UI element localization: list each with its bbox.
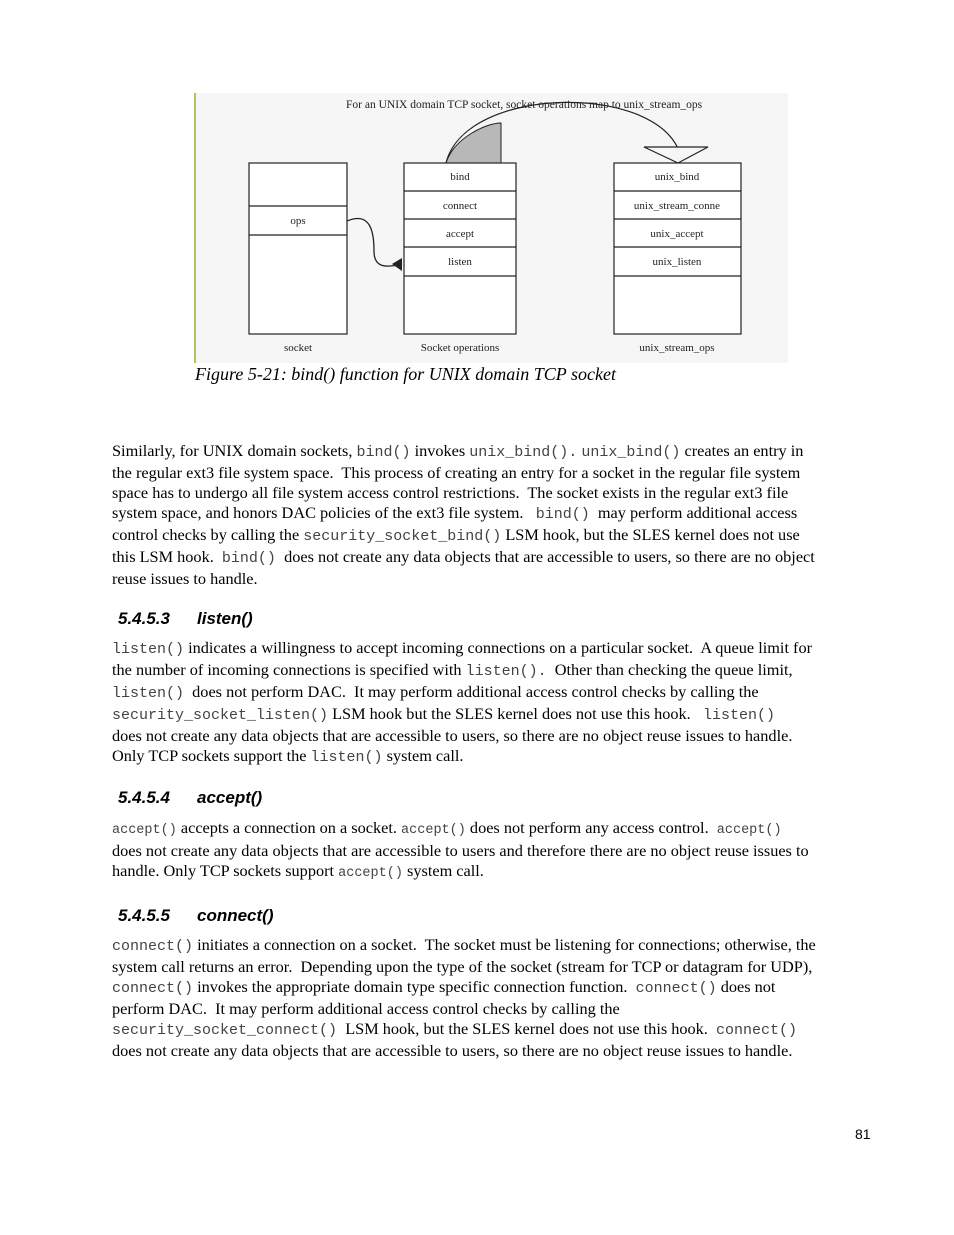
text-line: does not create any data objects that are accessible to users, so there are no object reuse issues to handle. [112,1041,793,1060]
page-number: 81 [855,1126,871,1142]
unix-op-listen: unix_listen [652,256,702,268]
unix-op-accept: unix_accept [650,228,704,240]
text-line: the number of incoming connections is specified with listen(). Other than checking the queue limit, [112,660,793,680]
text-line: listen() indicates a willingness to accept incoming connections on a particular socket. A queue limit for [112,638,813,658]
text-line: security_socket_connect() LSM hook, but the SLES kernel does not use this hook. connect() [112,1019,798,1039]
text-line: connect() initiates a connection on a socket. The socket must be listening for connections; otherwise, the [112,935,816,955]
text-line: the regular ext3 file system space. This process of creating an entry for a socket in the regular file system [112,463,801,482]
section-title: listen() [197,609,253,628]
text-line: control checks by calling the security_socket_bind() LSM hook, but the SLES kernel does not use [112,525,800,545]
unix-stream-ops-label: unix_stream_ops [639,342,715,354]
section-heading-connect [118,906,274,926]
arrow-tail-fill [446,123,501,163]
text-line: system call returns an error. Depending upon the type of the socket (stream for TCP or datagram for UDP), [112,957,813,976]
section-number: 5.4.5.5 [118,906,170,925]
text-line: Similarly, for UNIX domain sockets, bind() invokes unix_bind(). unix_bind() creates an entry in [112,441,804,461]
figure-5-21 [194,93,788,363]
text-line: space has to undergo all file system access control restrictions. The socket exists in the regular ext3 file [112,483,789,502]
text-line: system space, and honors DAC policies of the ext3 file system. bind() may perform additional access [112,503,798,523]
op-connect: connect [442,200,478,212]
ops-pointer-arrowhead [392,258,402,271]
section-title: connect() [197,906,274,925]
text-line: connect() invokes the appropriate domain type specific connection function. connect() does not [112,977,776,997]
section-heading-listen [118,609,253,629]
socket-operations-struct [404,163,516,354]
unix-stream-ops-struct [614,163,741,354]
section-title: accept() [197,788,263,807]
socket-operations-label: Socket operations [420,342,500,354]
text-line: this LSM hook. bind() does not create any data objects that are accessible to users, so there are no object [112,547,815,567]
paragraph-accept [112,818,872,884]
text-line: accept() accepts a connection on a socket. accept() does not perform any access control. accept() [112,818,782,838]
text-line: Only TCP sockets support the listen() system call. [112,746,464,766]
socket-struct [249,163,347,354]
ops-field: ops [290,215,306,227]
section-number: 5.4.5.3 [118,609,170,628]
socket-ops-diagram [196,93,790,363]
socket-label: socket [283,342,313,354]
op-accept: accept [445,228,475,240]
text-line: perform DAC. It may perform additional access control checks by calling the [112,999,620,1018]
paragraph-unix-bind [112,441,872,589]
figure-caption: Figure 5-21: bind() function for UNIX domain TCP socket [195,364,616,384]
unix-op-bind: unix_bind [654,171,700,183]
arrow-head [644,147,708,163]
paragraph-listen [112,638,872,768]
ops-pointer-arrow [347,218,402,266]
paragraph-connect [112,935,872,1061]
op-bind: bind [450,171,470,183]
text-line: security_socket_listen() LSM hook but the SLES kernel does not use this hook. listen() [112,704,775,724]
section-heading-accept [118,788,262,808]
text-line: handle. Only TCP sockets support accept() system call. [112,861,484,881]
op-listen: listen [448,256,472,268]
text-line: does not create any data objects that are accessible to users, so there are no object reuse issues to handle. [112,726,793,745]
diagram-title: For an UNIX domain TCP socket, socket operations map to unix_stream_ops [346,99,703,111]
unix-op-connect: unix_stream_conne [633,200,721,212]
text-line: listen() does not perform DAC. It may perform additional access control checks by calling the [112,682,759,702]
section-number: 5.4.5.4 [118,788,170,807]
text-line: does not create any data objects that are accessible to users and therefore there are no object reuse issues to [112,841,809,860]
text-line: reuse issues to handle. [112,569,258,588]
